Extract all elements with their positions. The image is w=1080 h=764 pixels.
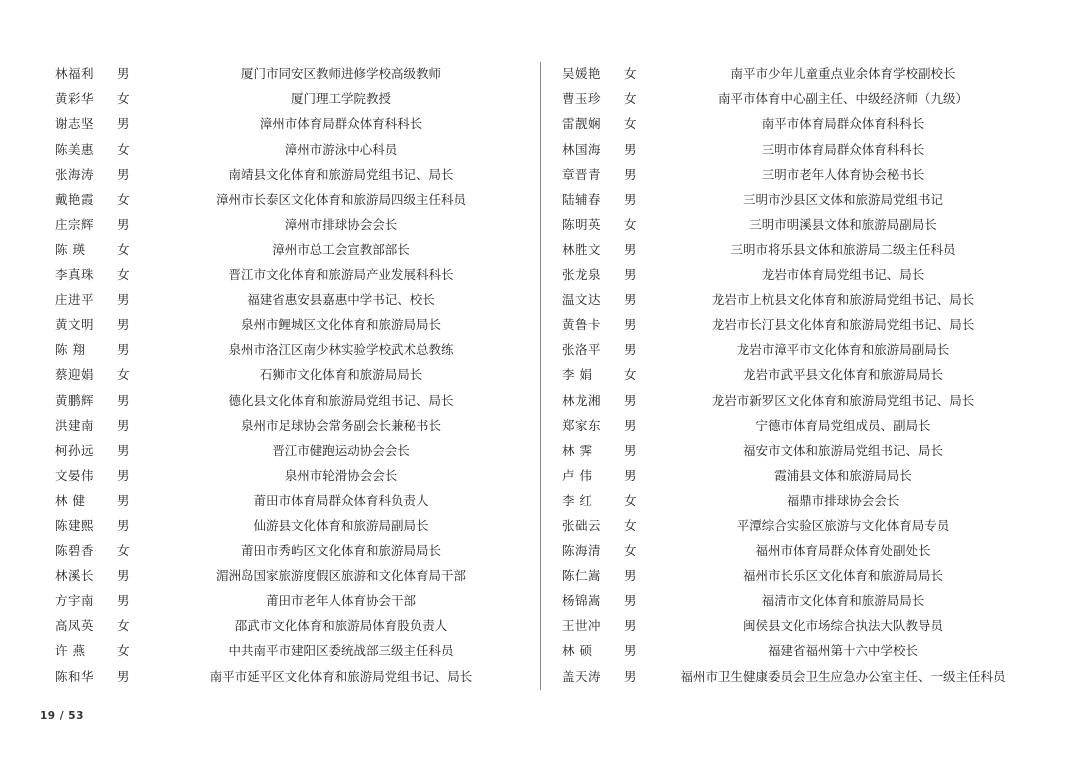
person-name: 盖天涛: [562, 668, 602, 684]
list-item: [55, 514, 535, 539]
person-name: 张础云: [562, 517, 602, 533]
person-title: 南平市体育局群众体育科科长: [761, 116, 925, 132]
person-title: 福州市长乐区文化体育和旅游局局长: [742, 568, 943, 584]
person-gender: 男: [624, 618, 637, 634]
person-name: 谢志坚: [55, 116, 95, 132]
person-gender: 女: [117, 543, 130, 559]
list-item: [55, 213, 535, 238]
person-name: 林 健: [55, 492, 86, 508]
person-name: 黄鲁卡: [562, 317, 602, 333]
list-item: [562, 514, 1032, 539]
person-title: 三明市沙县区文体和旅游局党组书记: [742, 191, 943, 207]
person-gender: 男: [117, 492, 130, 508]
list-item: [562, 213, 1032, 238]
person-name: 方宇南: [55, 593, 95, 609]
person-gender: 男: [117, 166, 130, 182]
person-title: 莆田市秀屿区文化体育和旅游局局长: [240, 543, 441, 559]
person-title: 漳州市游泳中心科员: [284, 141, 398, 157]
person-name: 林 霁: [562, 442, 593, 458]
person-title: 德化县文化体育和旅游局党组书记、局长: [228, 392, 454, 408]
list-item: [55, 338, 535, 363]
person-gender: 男: [117, 442, 130, 458]
list-item: [562, 263, 1032, 288]
person-gender: 男: [117, 568, 130, 584]
person-name: 林福利: [55, 66, 95, 82]
person-gender: 女: [624, 517, 637, 533]
list-item: [55, 137, 535, 162]
person-name: 温文达: [562, 292, 602, 308]
person-name: 李真珠: [55, 267, 95, 283]
person-title: 龙岩市上杭县文化体育和旅游局党组书记、局长: [711, 292, 975, 308]
person-gender: 男: [117, 116, 130, 132]
list-item: [55, 664, 535, 689]
list-item: [562, 388, 1032, 413]
person-name: 许 燕: [55, 643, 86, 659]
person-gender: 男: [624, 568, 637, 584]
person-gender: 女: [117, 191, 130, 207]
person-title: 莆田市老年人体育协会干部: [265, 593, 416, 609]
person-title: 莆田市体育局群众体育科负责人: [253, 492, 429, 508]
person-name: 黄彩华: [55, 91, 95, 107]
person-name: 杨锦嵩: [562, 593, 602, 609]
person-gender: 女: [624, 543, 637, 559]
list-item: [562, 162, 1032, 187]
list-item: [562, 338, 1032, 363]
person-gender: 女: [117, 367, 130, 383]
person-gender: 男: [624, 643, 637, 659]
person-title: 福鼎市排球协会会长: [786, 492, 900, 508]
list-item: [562, 187, 1032, 212]
person-title: 漳州市总工会宣教部部长: [272, 241, 410, 257]
person-title: 三明市体育局群众体育科科长: [761, 141, 925, 157]
list-item: [562, 288, 1032, 313]
person-gender: 男: [624, 593, 637, 609]
list-item: [562, 614, 1032, 639]
list-item: [55, 62, 535, 87]
person-title: 龙岩市武平县文化体育和旅游局局长: [742, 367, 943, 383]
person-name: 林 硕: [562, 643, 593, 659]
list-item: [562, 589, 1032, 614]
person-title: 泉州市洛江区南少林实验学校武术总教练: [228, 342, 454, 358]
person-name: 李 娟: [562, 367, 593, 383]
person-title: 宁德市体育局党组成员、副局长: [755, 417, 931, 433]
person-title: 南靖县文化体育和旅游局党组书记、局长: [228, 166, 454, 182]
list-item: [562, 639, 1032, 664]
person-gender: 女: [624, 492, 637, 508]
person-name: 陈和华: [55, 668, 95, 684]
person-name: 柯孙远: [55, 442, 95, 458]
person-gender: 男: [624, 668, 637, 684]
page-number: 19 / 53: [40, 710, 84, 722]
person-name: 黄文明: [55, 317, 95, 333]
person-name: 黄鹏辉: [55, 392, 95, 408]
list-item: [562, 112, 1032, 137]
person-gender: 女: [117, 241, 130, 257]
person-title: 三明市老年人体育协会秘书长: [761, 166, 925, 182]
person-gender: 男: [117, 342, 130, 358]
person-name: 张海涛: [55, 166, 95, 182]
person-title: 漳州市体育局群众体育科科长: [259, 116, 423, 132]
person-name: 庄进平: [55, 292, 95, 308]
person-name: 章晋青: [562, 166, 602, 182]
person-name: 林国海: [562, 141, 602, 157]
person-gender: 男: [117, 668, 130, 684]
person-title: 泉州市足球协会常务副会长兼秘书长: [240, 417, 441, 433]
list-item: [55, 238, 535, 263]
person-title: 邵武市文化体育和旅游局体育股负责人: [234, 618, 448, 634]
person-name: 陈明英: [562, 216, 602, 232]
column-divider: [540, 62, 541, 690]
person-title: 泉州市轮滑协会会长: [284, 467, 398, 483]
person-gender: 男: [117, 292, 130, 308]
person-title: 仙游县文化体育和旅游局副局长: [253, 517, 429, 533]
list-item: [562, 313, 1032, 338]
list-item: [55, 413, 535, 438]
person-title: 福建省惠安县嘉惠中学书记、校长: [247, 292, 435, 308]
person-gender: 男: [624, 442, 637, 458]
list-item: [562, 363, 1032, 388]
person-gender: 女: [624, 66, 637, 82]
list-item: [562, 464, 1032, 489]
person-title: 三明市明溪县文体和旅游局副局长: [749, 216, 937, 232]
person-name: 郑家东: [562, 417, 602, 433]
person-name: 曹玉珍: [562, 91, 602, 107]
person-name: 王世冲: [562, 618, 602, 634]
person-gender: 男: [117, 317, 130, 333]
person-gender: 男: [117, 392, 130, 408]
person-title: 龙岩市体育局党组书记、局长: [761, 267, 925, 283]
person-gender: 男: [624, 292, 637, 308]
left-column: [55, 62, 535, 689]
person-name: 蔡迎娟: [55, 367, 95, 383]
person-title: 中共南平市建阳区委统战部三级主任科员: [228, 643, 454, 659]
person-title: 平潭综合实验区旅游与文化体育局专员: [736, 517, 950, 533]
person-title: 泉州市鲤城区文化体育和旅游局局长: [240, 317, 441, 333]
person-title: 福清市文化体育和旅游局局长: [761, 593, 925, 609]
list-item: [55, 112, 535, 137]
person-gender: 男: [117, 467, 130, 483]
person-name: 卢 伟: [562, 467, 593, 483]
right-column: [562, 62, 1032, 689]
person-gender: 男: [624, 191, 637, 207]
person-name: 庄宗辉: [55, 216, 95, 232]
person-gender: 女: [624, 367, 637, 383]
person-name: 张龙泉: [562, 267, 602, 283]
list-item: [562, 62, 1032, 87]
list-item: [55, 87, 535, 112]
person-title: 三明市将乐县文体和旅游局二级主任科员: [730, 241, 956, 257]
list-item: [562, 664, 1032, 689]
list-item: [562, 87, 1032, 112]
person-name: 高凤英: [55, 618, 95, 634]
list-item: [562, 438, 1032, 463]
list-item: [55, 438, 535, 463]
person-gender: 男: [624, 166, 637, 182]
person-title: 厦门市同安区教师进修学校高级教师: [240, 66, 441, 82]
person-name: 洪建南: [55, 417, 95, 433]
list-item: [55, 263, 535, 288]
person-gender: 女: [117, 618, 130, 634]
list-item: [55, 313, 535, 338]
list-item: [55, 288, 535, 313]
person-name: 林溪长: [55, 568, 95, 584]
person-title: 漳州市排球协会会长: [284, 216, 398, 232]
person-gender: 男: [624, 141, 637, 157]
person-name: 陆辅春: [562, 191, 602, 207]
list-item: [562, 137, 1032, 162]
person-gender: 男: [624, 342, 637, 358]
list-item: [55, 464, 535, 489]
person-gender: 男: [624, 467, 637, 483]
person-gender: 男: [624, 241, 637, 257]
person-gender: 男: [117, 216, 130, 232]
person-gender: 男: [117, 417, 130, 433]
person-name: 李 红: [562, 492, 593, 508]
person-title: 龙岩市新罗区文化体育和旅游局党组书记、局长: [711, 392, 975, 408]
list-item: [55, 388, 535, 413]
list-item: [562, 238, 1032, 263]
person-name: 张洛平: [562, 342, 602, 358]
person-name: 陈海清: [562, 543, 602, 559]
list-item: [562, 564, 1032, 589]
person-gender: 男: [624, 317, 637, 333]
person-name: 林龙湘: [562, 392, 602, 408]
person-title: 南平市体育中心副主任、中级经济师（九级）: [717, 91, 968, 107]
person-title: 湄洲岛国家旅游度假区旅游和文化体育局干部: [215, 568, 466, 584]
person-title: 福州市卫生健康委员会卫生应急办公室主任、一级主任科员: [680, 668, 1006, 684]
person-gender: 女: [117, 141, 130, 157]
person-name: 雷靓娴: [562, 116, 602, 132]
person-gender: 女: [117, 91, 130, 107]
person-title: 福州市体育局群众体育处副处长: [755, 543, 931, 559]
person-gender: 男: [624, 392, 637, 408]
person-title: 福安市文体和旅游局党组书记、局长: [742, 442, 943, 458]
person-title: 南平市少年儿童重点业余体育学校副校长: [730, 66, 956, 82]
list-item: [55, 489, 535, 514]
person-title: 晋江市文化体育和旅游局产业发展科科长: [228, 267, 454, 283]
person-gender: 男: [117, 517, 130, 533]
person-gender: 男: [117, 593, 130, 609]
list-item: [55, 363, 535, 388]
list-item: [562, 489, 1032, 514]
person-gender: 女: [624, 116, 637, 132]
person-name: 戴艳霞: [55, 191, 95, 207]
person-gender: 女: [117, 643, 130, 659]
list-item: [55, 187, 535, 212]
list-item: [562, 413, 1032, 438]
person-name: 林胜文: [562, 241, 602, 257]
list-item: [562, 539, 1032, 564]
person-gender: 男: [624, 417, 637, 433]
person-gender: 女: [624, 91, 637, 107]
person-name: 陈美惠: [55, 141, 95, 157]
person-title: 漳州市长泰区文化体育和旅游局四级主任科员: [215, 191, 466, 207]
list-item: [55, 589, 535, 614]
list-item: [55, 639, 535, 664]
person-name: 文晏伟: [55, 467, 95, 483]
list-item: [55, 614, 535, 639]
person-title: 厦门理工学院教授: [290, 91, 391, 107]
person-gender: 男: [117, 66, 130, 82]
person-name: 陈建熙: [55, 517, 95, 533]
person-title: 霞浦县文体和旅游局局长: [774, 467, 912, 483]
list-item: [55, 162, 535, 187]
person-title: 龙岩市漳平市文化体育和旅游局副局长: [736, 342, 950, 358]
person-title: 石狮市文化体育和旅游局局长: [259, 367, 423, 383]
person-name: 吴媛艳: [562, 66, 602, 82]
person-gender: 女: [624, 216, 637, 232]
person-name: 陈仁嵩: [562, 568, 602, 584]
person-gender: 女: [117, 267, 130, 283]
person-name: 陈碧香: [55, 543, 95, 559]
person-title: 闽侯县文化市场综合执法大队教导员: [742, 618, 943, 634]
person-title: 福建省福州第十六中学校长: [767, 643, 918, 659]
list-item: [55, 539, 535, 564]
person-gender: 男: [624, 267, 637, 283]
person-title: 晋江市健跑运动协会会长: [272, 442, 410, 458]
person-title: 龙岩市长汀县文化体育和旅游局党组书记、局长: [711, 317, 975, 333]
list-item: [55, 564, 535, 589]
person-name: 陈 翔: [55, 342, 86, 358]
person-name: 陈 瑛: [55, 241, 86, 257]
person-title: 南平市延平区文化体育和旅游局党组书记、局长: [209, 668, 473, 684]
